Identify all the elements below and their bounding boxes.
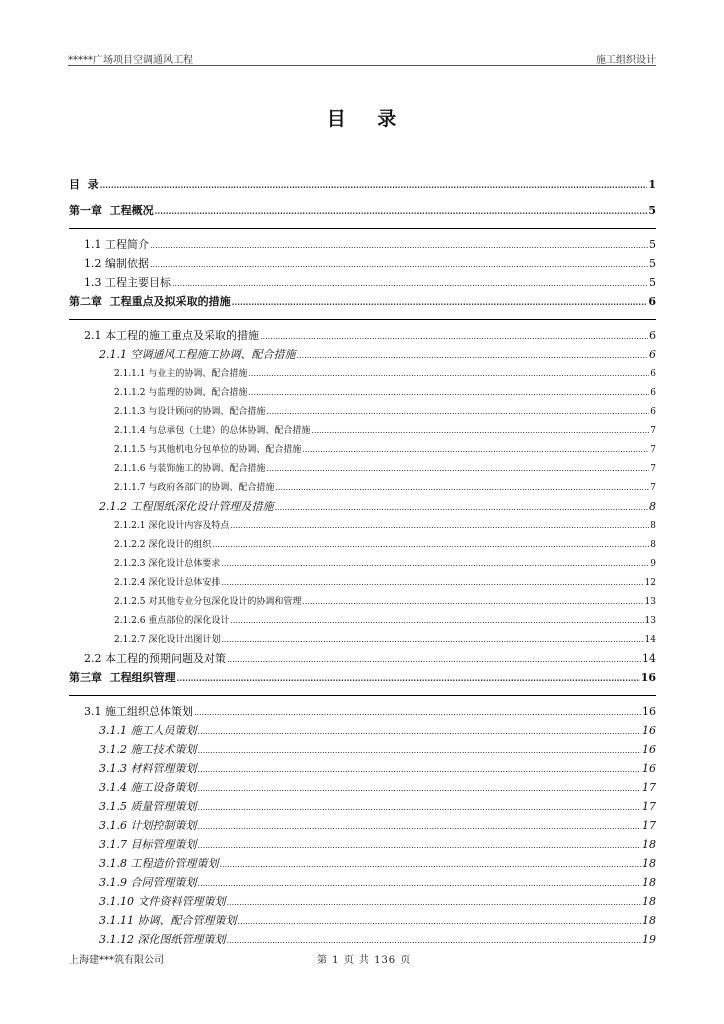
toc-entry-page: 8 (650, 521, 656, 531)
toc-entry-page: 18 (642, 838, 656, 851)
toc-entry-title: 2.2 本工程的预期问题及对策 (84, 652, 226, 665)
toc-leader-dots (198, 741, 642, 759)
toc-entry-title: 3.1.5 质量管理策划 (99, 800, 197, 813)
toc-leader-dots (172, 274, 648, 292)
toc-entry[interactable] (69, 630, 656, 649)
toc-leader-dots (221, 630, 643, 649)
toc-entry-page: 18 (642, 857, 656, 870)
toc-leader-dots (150, 236, 648, 254)
toc-entry-page: 7 (650, 426, 656, 436)
toc-leader-dots (274, 498, 648, 516)
toc-entry[interactable] (69, 383, 656, 402)
toc-entry-title: 2.1.2.6 重点部位的深化设计 (114, 616, 230, 626)
toc-entry-title: 1.3 工程主要目标 (84, 276, 171, 289)
toc-entry[interactable] (69, 554, 656, 573)
toc-leader-dots (302, 440, 649, 459)
toc-entry-page: 16 (642, 743, 656, 756)
toc-entry-page: 17 (642, 781, 656, 794)
toc-entry-page: 16 (642, 724, 656, 737)
toc-entry[interactable] (69, 573, 656, 592)
toc-entry[interactable] (69, 740, 656, 759)
toc-leader-dots (266, 459, 649, 478)
toc-entry-page: 6 (649, 348, 656, 361)
toc-leader-dots (198, 779, 642, 797)
toc-entry[interactable] (69, 440, 656, 459)
toc-entry-page: 14 (644, 635, 656, 645)
toc-entry[interactable] (69, 254, 656, 273)
toc-leader-dots (296, 346, 648, 364)
toc-entry-title: 2.1.1.7 与政府各部门的协调、配合措施 (114, 483, 275, 493)
toc-entry[interactable] (69, 930, 656, 949)
toc-entry-page: 6 (649, 329, 656, 342)
toc-leader-dots (150, 255, 648, 273)
toc-entry-title: 3.1.12 深化图纸管理策划 (99, 933, 226, 946)
toc-entry-page: 5 (649, 276, 656, 289)
toc-entry-title: 2.1.2.4 深化设计总体安排 (114, 578, 221, 588)
toc-entry-page: 16 (642, 762, 656, 775)
toc-leader-dots (198, 798, 642, 816)
toc-entry-title: 2.1.2.2 深化设计的组织 (114, 540, 212, 550)
toc-entry[interactable] (69, 364, 656, 383)
toc-entry-page: 13 (644, 597, 656, 607)
toc-entry[interactable] (69, 759, 656, 778)
toc-entry-title: 3.1.1 施工人员策划 (99, 724, 197, 737)
toc-leader-dots (226, 931, 641, 949)
toc-entry[interactable] (69, 459, 656, 478)
toc-entry[interactable] (69, 402, 656, 421)
toc-leader-dots (198, 874, 642, 892)
toc-entry-page: 5 (648, 204, 656, 217)
toc-entry[interactable] (69, 273, 656, 292)
toc-entry-title: 3.1.7 目标管理策划 (99, 838, 197, 851)
toc-entry-page: 9 (650, 559, 656, 569)
toc-leader-dots (311, 421, 649, 440)
toc-entry-title: 3.1.9 合同管理策划 (99, 876, 197, 889)
table-of-contents (69, 173, 656, 949)
toc-leader-dots (198, 817, 642, 835)
toc-entry[interactable] (69, 649, 656, 668)
footer-page-number: 第 1 页 共 136 页 (317, 955, 412, 966)
toc-leader-dots (100, 175, 648, 195)
toc-entry-title: 3.1.11 协调、配合管理策划 (99, 914, 237, 927)
toc-entry-title: 第三章 工程组织管理 (69, 671, 176, 684)
toc-entry-page: 7 (650, 464, 656, 474)
toc-entry[interactable] (69, 535, 656, 554)
toc-leader-dots (266, 402, 649, 421)
toc-entry[interactable] (69, 175, 656, 201)
toc-leader-dots (237, 912, 641, 930)
toc-entry-page: 6 (648, 295, 656, 308)
toc-entry-title: 第二章 工程重点及拟采取的措施 (69, 295, 231, 308)
toc-entry-page: 17 (642, 819, 656, 832)
toc-leader-dots (198, 722, 642, 740)
toc-leader-dots (275, 478, 649, 497)
toc-entry[interactable] (69, 345, 656, 364)
toc-leader-dots (177, 668, 640, 688)
toc-entry-title: 2.1.1.2 与监理的协调、配合措施 (114, 388, 248, 398)
toc-leader-dots (226, 893, 641, 911)
toc-entry-page: 5 (649, 257, 656, 270)
toc-entry-page: 12 (644, 578, 656, 588)
toc-entry-title: 2.1.1.3 与设计顾问的协调、配合措施 (114, 407, 266, 417)
toc-entry-page: 8 (650, 540, 656, 550)
toc-entry[interactable] (69, 611, 656, 630)
toc-entry[interactable] (69, 592, 656, 611)
toc-entry-page: 14 (642, 652, 656, 665)
toc-entry-title: 3.1.6 计划控制策划 (99, 819, 197, 832)
toc-entry-page: 18 (642, 876, 656, 889)
toc-leader-dots (220, 855, 642, 873)
toc-leader-dots (155, 201, 648, 221)
toc-entry[interactable] (69, 816, 656, 835)
toc-entry-title: 第一章 工程概况 (69, 204, 154, 217)
toc-entry-page: 17 (642, 800, 656, 813)
toc-leader-dots (221, 573, 643, 592)
toc-leader-dots (260, 327, 648, 345)
toc-entry[interactable] (69, 235, 656, 254)
toc-entry-page: 13 (644, 616, 656, 626)
toc-entry[interactable] (69, 292, 656, 320)
toc-entry[interactable] (69, 797, 656, 816)
toc-leader-dots (248, 383, 649, 402)
toc-entry-title: 2.1.1.5 与其他机电分包单位的协调、配合措施 (114, 445, 302, 455)
toc-entry-title: 3.1.10 文件资料管理策划 (99, 895, 226, 908)
toc-entry-title: 2.1.2.5 对其他专业分包深化设计的协调和管理 (114, 597, 302, 607)
toc-entry-title: 2.1.2.1 深化设计内容及特点 (114, 521, 230, 531)
toc-leader-dots (230, 611, 643, 630)
toc-entry-title: 2.1.2 工程图纸深化设计管理及措施 (99, 500, 274, 513)
toc-entry-page: 1 (648, 178, 656, 191)
toc-leader-dots (232, 292, 648, 312)
toc-entry[interactable] (69, 478, 656, 497)
toc-entry-title: 3.1.2 施工技术策划 (99, 743, 197, 756)
toc-entry-page: 18 (642, 914, 656, 927)
toc-entry-title: 2.1 本工程的施工重点及采取的措施 (84, 329, 259, 342)
toc-entry[interactable] (69, 835, 656, 854)
toc-entry-page: 5 (649, 238, 656, 251)
header-project-name: *****广场项目空调通风工程 (68, 55, 193, 66)
toc-leader-dots (302, 592, 643, 611)
toc-entry-title: 3.1.3 材料管理策划 (99, 762, 197, 775)
toc-entry-page: 6 (650, 369, 656, 379)
toc-leader-dots (194, 703, 641, 721)
toc-entry-title: 目 录 (69, 178, 99, 191)
page-header (68, 50, 656, 66)
toc-entry[interactable] (69, 778, 656, 797)
toc-entry-page: 8 (649, 500, 656, 513)
toc-leader-dots (227, 650, 641, 668)
toc-entry[interactable] (69, 201, 656, 229)
toc-entry[interactable] (69, 516, 656, 535)
toc-entry[interactable] (69, 911, 656, 930)
toc-entry-page: 6 (650, 407, 656, 417)
toc-entry-title: 3.1.8 工程造价管理策划 (99, 857, 219, 870)
toc-entry[interactable] (69, 721, 656, 740)
page-title: 目 录 (326, 108, 398, 130)
toc-entry-page: 19 (642, 933, 656, 946)
toc-entry[interactable] (69, 421, 656, 440)
toc-leader-dots (248, 364, 649, 383)
toc-entry-title: 1.2 编制依据 (84, 257, 149, 270)
toc-entry-page: 18 (642, 895, 656, 908)
toc-leader-dots (230, 516, 649, 535)
toc-entry[interactable] (69, 497, 656, 516)
toc-entry[interactable] (69, 702, 656, 721)
header-document-type: 施工组织设计 (596, 55, 656, 66)
footer-company: 上海建***筑有限公司 (69, 955, 164, 966)
toc-entry-title: 2.1.1.1 与业主的协调、配合措施 (114, 369, 248, 379)
toc-entry-page: 7 (650, 483, 656, 493)
toc-entry[interactable] (69, 326, 656, 345)
toc-entry-title: 3.1.4 施工设备策划 (99, 781, 197, 794)
toc-entry[interactable] (69, 854, 656, 873)
page-footer (69, 951, 655, 965)
toc-entry-title: 2.1.2.3 深化设计总体要求 (114, 559, 221, 569)
toc-leader-dots (198, 760, 642, 778)
toc-leader-dots (198, 836, 642, 854)
toc-leader-dots (221, 554, 649, 573)
toc-entry-title: 2.1.1.6 与装饰施工的协调、配合措施 (114, 464, 266, 474)
toc-entry-page: 7 (650, 445, 656, 455)
toc-entry-title: 1.1 工程简介 (84, 238, 149, 251)
toc-entry-title: 2.1.1.4 与总承包（土建）的总体协调、配合措施 (114, 426, 311, 436)
toc-entry-title: 3.1 施工组织总体策划 (84, 705, 193, 718)
toc-entry-page: 16 (640, 671, 656, 684)
toc-entry[interactable] (69, 873, 656, 892)
toc-entry-page: 16 (642, 705, 656, 718)
toc-leader-dots (212, 535, 649, 554)
toc-entry-title: 2.1.2.7 深化设计出图计划 (114, 635, 221, 645)
toc-entry[interactable] (69, 892, 656, 911)
toc-entry-title: 2.1.1 空调通风工程施工协调、配合措施 (99, 348, 296, 361)
toc-entry[interactable] (69, 668, 656, 696)
toc-entry-page: 6 (650, 388, 656, 398)
